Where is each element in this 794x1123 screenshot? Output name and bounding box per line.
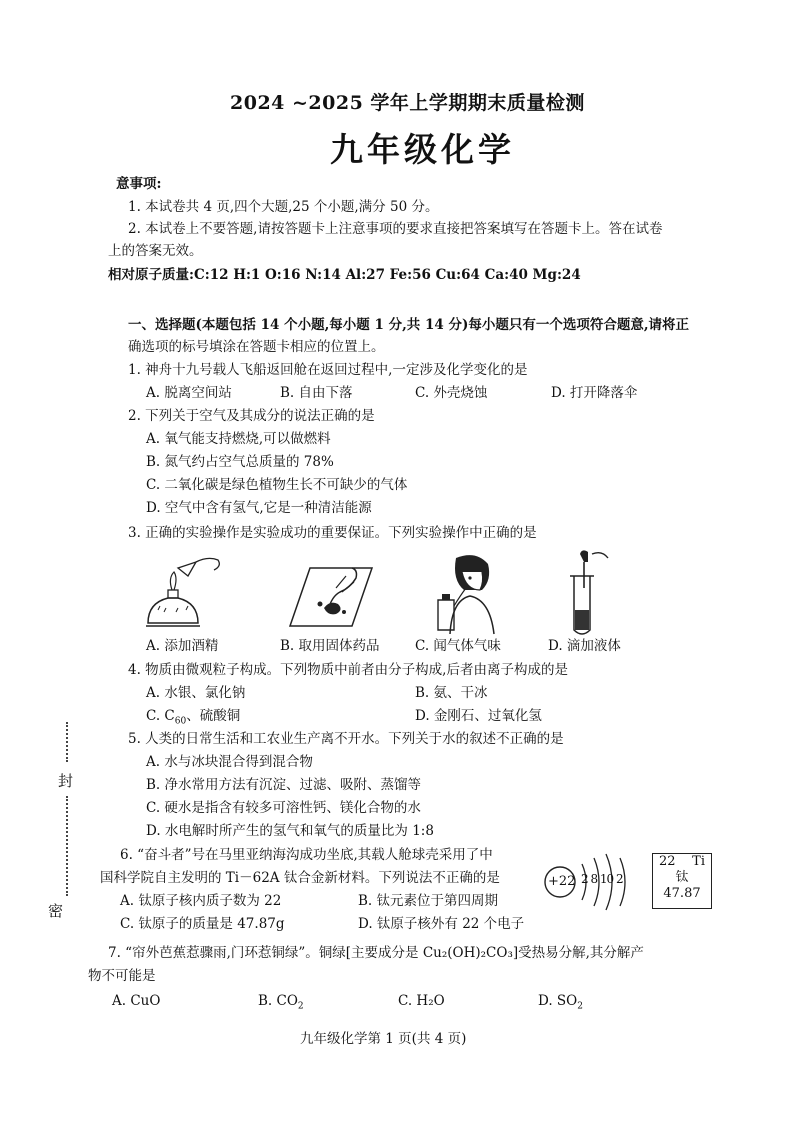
q5-option-c: C. 硬水是指含有较多可溶性钙、镁化合物的水: [146, 800, 421, 816]
q1-option-b: B. 自由下落: [280, 385, 353, 401]
q3-option-c: C. 闻气体气味: [415, 638, 501, 654]
q2-option-a: A. 氧气能支持燃烧,可以做燃料: [146, 431, 331, 447]
q4-option-d: D. 金刚石、过氧化氢: [415, 708, 542, 724]
q7-line1: 7. “帘外芭蕉惹骤雨,门环惹铜绿”。铜绿[主要成分是 Cu₂(OH)₂CO₃]受热易分解,其分解产: [108, 945, 644, 961]
subject-title: 九年级化学: [330, 130, 515, 169]
q2-option-b: B. 氮气约占空气总质量的 78%: [146, 454, 334, 470]
seal-mark: 封: [58, 772, 74, 790]
q6-option-b: B. 钛元素位于第四周期: [358, 893, 499, 909]
notice-item-1: 1. 本试卷共 4 页,四个大题,25 个小题,满分 50 分。: [128, 199, 439, 215]
q6-option-a: A. 钛原子核内质子数为 22: [120, 893, 282, 909]
titanium-name: 钛: [675, 870, 689, 885]
q4-option-a: A. 水银、氯化钠: [146, 685, 246, 701]
notice-item-3: 上的答案无效。: [108, 243, 203, 259]
q6-line1: 6. “奋斗者”号在马里亚纳海沟成功坐底,其载人舱球壳采用了中: [120, 847, 493, 863]
q5-option-d: D. 水电解时所产生的氢气和氧气的质量比为 1:8: [146, 823, 434, 839]
exam-title: 2024 ~2025 学年上学期期末质量检测: [230, 92, 585, 114]
q6-line2: 国科学院自主发明的 Ti－62A 钛合金新材料。下列说法不正确的是: [100, 870, 500, 886]
q7-option-c: C. H₂O: [398, 993, 445, 1009]
q4-option-b: B. 氨、干冰: [415, 685, 488, 701]
notice-heading: 意事项:: [116, 176, 162, 192]
q4-stem: 4. 物质由微观粒子构成。下列物质中前者由分子构成,后者由离子构成的是: [128, 662, 568, 678]
q3-option-a: A. 添加酒精: [146, 638, 219, 654]
q4-option-c: C. $C_{60}$、硫酸铜: [146, 708, 241, 727]
q5-stem: 5. 人类的日常生活和工农业生产离不开水。下列关于水的叙述不正确的是: [128, 731, 564, 747]
section1-line1: 一、选择题(本题包括 14 个小题,每小题 1 分,共 14 分)每小题只有一个选项符合题意,请将正: [128, 317, 690, 333]
titanium-symbol: Ti: [692, 854, 705, 869]
atomic-mass-line: 相对原子质量:C:12 H:1 O:16 N:14 Al:27 Fe:56 Cu:64 Ca:40 Mg:24: [108, 267, 581, 283]
solid-sampling-figure: [284, 548, 376, 634]
q1-stem: 1. 神舟十九号载人飞船返回舱在返回过程中,一定涉及化学变化的是: [128, 362, 528, 378]
q3-stem: 3. 正确的实验操作是实验成功的重要保证。下列实验操作中正确的是: [128, 525, 537, 541]
secret-mark: 密: [48, 902, 64, 920]
q1-option-d: D. 打开降落伞: [551, 385, 638, 401]
smell-gas-figure: [430, 550, 510, 636]
q3-option-d: D. 滴加液体: [548, 638, 621, 654]
q5-option-b: B. 净水常用方法有沉淀、过滤、吸附、蒸馏等: [146, 777, 422, 793]
q3-option-b: B. 取用固体药品: [280, 638, 380, 654]
q6-option-d: D. 钛原子核外有 22 个电子: [358, 916, 525, 932]
section1-line2: 确选项的标号填涂在答题卡相应的位置上。: [128, 339, 385, 355]
q2-stem: 2. 下列关于空气及其成分的说法正确的是: [128, 408, 375, 424]
q7-line2: 物不可能是: [88, 968, 156, 984]
titanium-electron-shells: 2 8 10 2: [581, 872, 623, 886]
titanium-element-card: [652, 853, 712, 909]
binding-line-top: [66, 722, 68, 762]
binding-line-bottom: [66, 796, 68, 896]
q7-option-b: B. $CO_2$: [258, 993, 304, 1012]
q7-option-a: A. CuO: [112, 993, 161, 1009]
titanium-atomic-number: 22: [659, 854, 676, 869]
q2-option-c: C. 二氧化碳是绿色植物生长不可缺少的气体: [146, 477, 408, 493]
q7-option-d: D. $SO_2$: [538, 993, 583, 1012]
q2-option-d: D. 空气中含有氢气,它是一种清洁能源: [146, 500, 372, 516]
q1-option-a: A. 脱离空间站: [146, 385, 232, 401]
alcohol-lamp-figure: [138, 548, 228, 636]
titanium-nucleus-charge: +22: [548, 874, 576, 889]
q6-option-c: C. 钛原子的质量是 47.87g: [120, 916, 285, 932]
q5-option-a: A. 水与冰块混合得到混合物: [146, 754, 313, 770]
q1-option-c: C. 外壳烧蚀: [415, 385, 488, 401]
notice-item-2: 2. 本试卷上不要答题,请按答题卡上注意事项的要求直接把答案填写在答题卡上。答在试卷: [128, 221, 663, 237]
dropper-figure: [562, 548, 622, 638]
titanium-mass: 47.87: [663, 886, 701, 901]
page-footer: 九年级化学第 1 页(共 4 页): [300, 1031, 467, 1047]
